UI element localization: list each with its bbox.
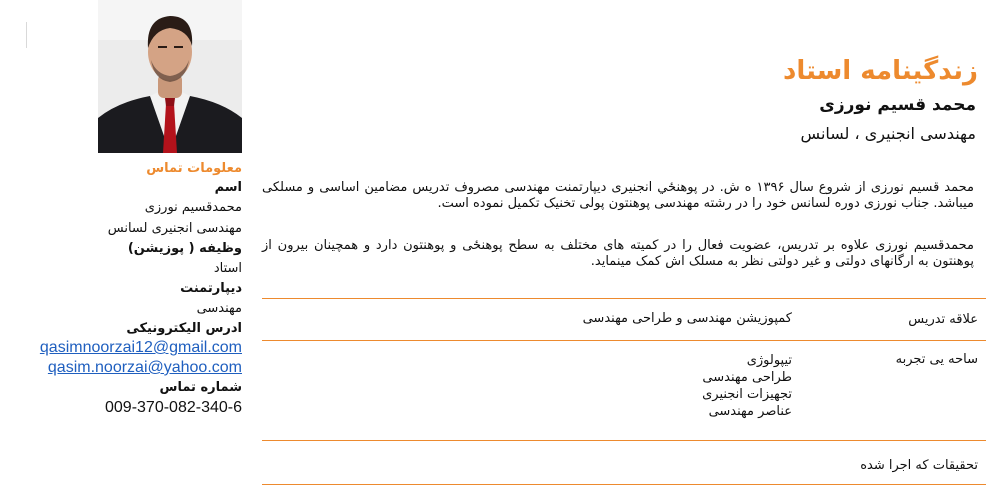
teacher-field: مهندسی انجنیری ، لسانس (800, 124, 976, 143)
degree-value: مهندسی انجنیری لسانس (107, 221, 242, 236)
name-label: اسم (214, 180, 242, 195)
email-link-yahoo[interactable]: qasim.noorzai@yahoo.com (47, 359, 242, 376)
department-label: دیپارتمنت (180, 281, 242, 296)
list-item: تجهیزات انجنیری (702, 387, 792, 402)
bio-paragraph-1: محمد قسیم نورزی از شروع سال ۱۳۹۶ ه ش. در پوهنځي انجنیری دیپارتمنت مهندسی مصروف تدریس مضامین اساسی و مسلکی میباشد. جناب نورزی دوره لسانس خود را در رشته مهندسی پوهنتون پولی تخنیک تکمیل نموده است. (262, 180, 975, 211)
divider (26, 22, 27, 48)
divider (262, 440, 986, 441)
page-title: زندگینامه استاد (783, 56, 978, 86)
teaching-interest-label: علاقه تدریس (908, 312, 978, 327)
research-label: تحقیقات که اجرا شده (860, 458, 978, 473)
department-value: مهندسی (196, 301, 242, 316)
list-item: عناصر مهندسی (708, 404, 792, 419)
list-item: تیپولوژی (746, 353, 792, 368)
name-value: محمدقسیم نورزی (144, 200, 242, 215)
teaching-interest-value: کمپوزیشن مهندسی و طراحی مهندسی (582, 311, 792, 326)
experience-label: ساحه یی تجربه (895, 352, 978, 367)
profile-photo (98, 0, 242, 153)
person-portrait-icon (98, 0, 242, 153)
position-value: استاد (213, 261, 242, 276)
divider (262, 340, 986, 341)
phone-label: شماره تماس (159, 380, 242, 395)
position-label: وظیفه ( پوزیشن) (127, 241, 242, 256)
divider (262, 298, 986, 299)
contact-section (2, 160, 242, 419)
contact-heading: معلومات تماس (146, 161, 242, 176)
divider (262, 484, 986, 485)
email-label: ادرس الیکترونیکی (126, 321, 242, 336)
bio-paragraph-2: محمدقسیم نورزی علاوه بر تدریس، عضویت فعال را در کمیته های مختلف به سطح پوهنځی و پوهنتون دارد و همچینان بیرون از پوهنتون به ارگانهای دولتی و غیر دولتی نظر به مسلک اش کمک مینماید. (262, 238, 974, 269)
phone-value: 009-370-082-340-6 (105, 399, 242, 416)
experience-list (702, 352, 792, 420)
list-item: طراحی مهندسی (702, 370, 792, 385)
teacher-name: محمد قسیم نورزی (819, 95, 976, 115)
email-link-gmail[interactable]: qasimnoorzai12@gmail.com (39, 339, 242, 356)
